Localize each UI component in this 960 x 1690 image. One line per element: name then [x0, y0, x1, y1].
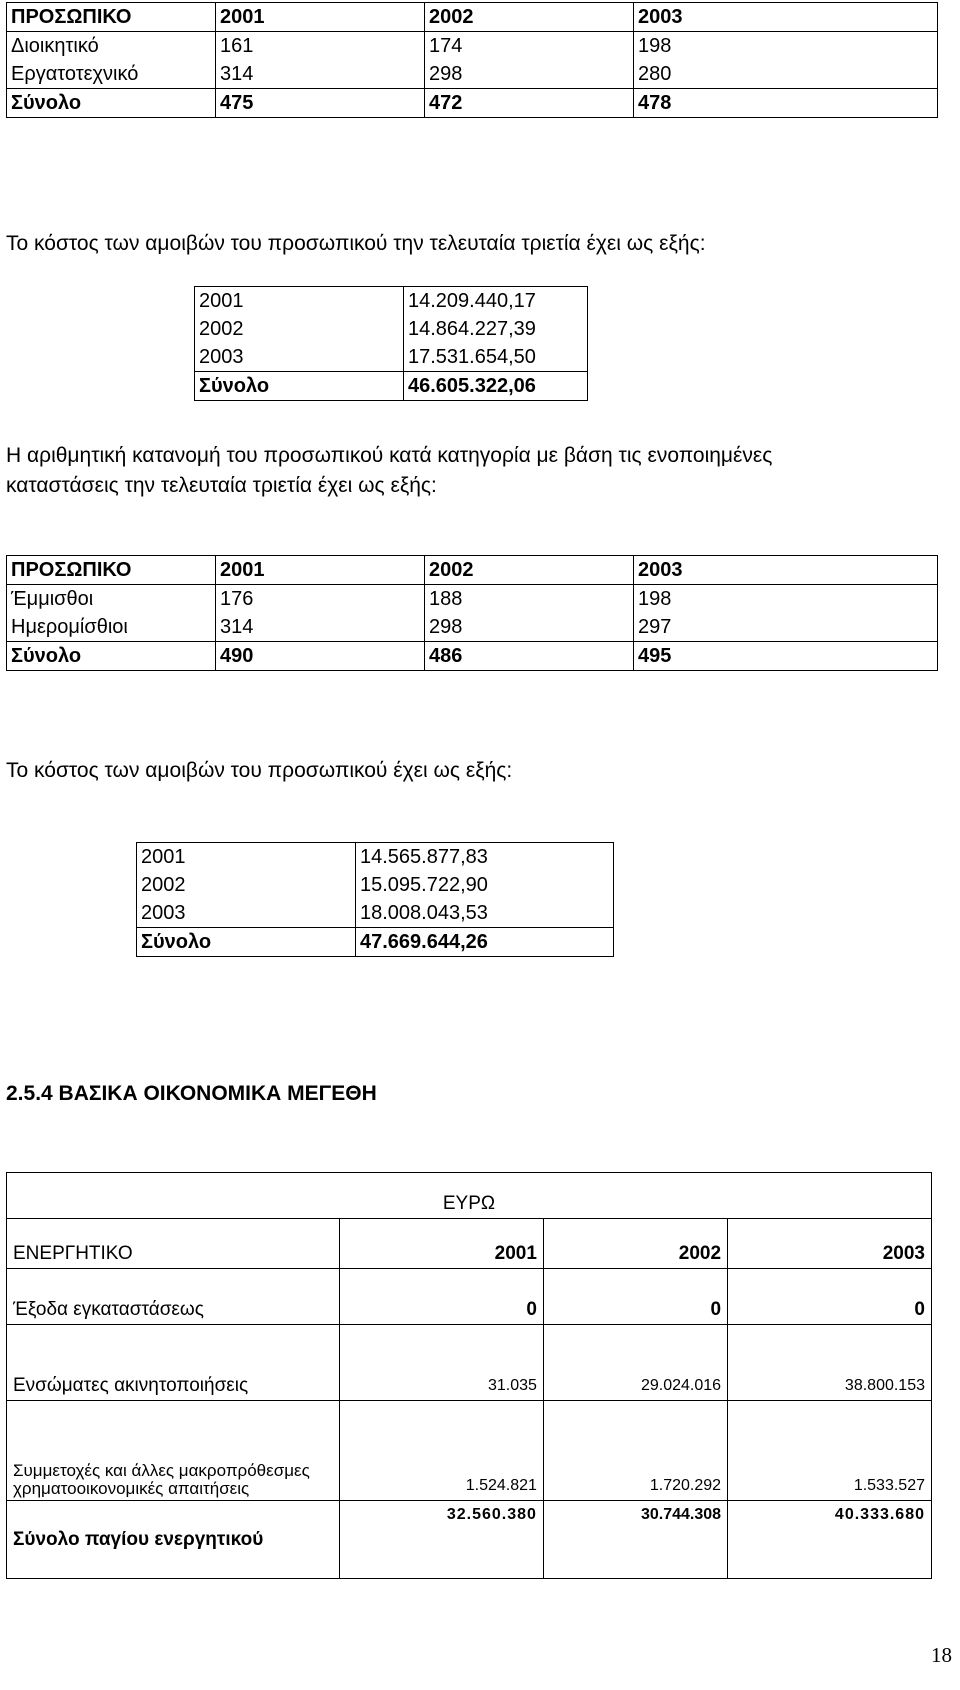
table-cell: Σύνολο — [7, 642, 216, 671]
table-row — [7, 613, 938, 642]
table-cell: 46.605.322,06 — [404, 372, 588, 401]
paragraph: Το κόστος των αμοιβών του προσωπικού έχει ως εξής: — [6, 759, 513, 782]
table-cell: 1.720.292 — [543, 1401, 727, 1501]
table-cell: 0 — [543, 1269, 727, 1325]
table-cell: 15.095.722,90 — [356, 871, 614, 899]
personnel-table-1 — [6, 2, 938, 118]
table-cell: 32.560.380 — [340, 1501, 544, 1579]
table-cell: Εργατοτεχνικό — [7, 60, 216, 89]
table-total-row — [195, 372, 588, 401]
personnel-table-2 — [6, 555, 938, 671]
table-cell: 314 — [216, 60, 425, 89]
table-cell: Σύνολο παγίου ενεργητικού — [7, 1501, 340, 1579]
table-header-row — [7, 3, 938, 32]
table-cell: Έμμισθοι — [7, 585, 216, 614]
table-row — [137, 871, 614, 899]
table-cell: Συμμετοχές και άλλες μακροπρόθεσμες χρηματοοικονομικές απαιτήσεις — [7, 1401, 340, 1501]
paragraph: Το κόστος των αμοιβών του προσωπικού την τελευταία τριετία έχει ως εξής: — [6, 232, 706, 255]
header-cell: 2001 — [340, 1219, 544, 1269]
table-cell: 475 — [216, 89, 425, 118]
table-cell: Ενσώματες ακινητοποιήσεις — [7, 1325, 340, 1401]
table-cell: 14.209.440,17 — [404, 287, 588, 316]
table-cell: 198 — [634, 585, 938, 614]
table-cell: 298 — [425, 613, 634, 642]
header-cell: 2003 — [728, 1219, 932, 1269]
header-cell: 2001 — [216, 556, 425, 585]
table-cell: 2002 — [195, 315, 404, 343]
table-cell: Σύνολο — [137, 928, 356, 957]
section-heading: 2.5.4 ΒΑΣΙΚΑ ΟΙΚΟΝΟΜΙΚΑ ΜΕΓΕΘΗ — [6, 1082, 377, 1105]
table-cell: 1.533.527 — [728, 1401, 932, 1501]
table-total-row — [7, 1501, 932, 1579]
table-cell: 2001 — [195, 287, 404, 316]
paragraph-line: καταστάσεις την τελευταία τριετία έχει ως εξής: — [6, 474, 437, 497]
table-cell: Διοικητικό — [7, 32, 216, 61]
header-cell: 2001 — [216, 3, 425, 32]
table-row — [7, 32, 938, 61]
table-row — [7, 1401, 932, 1501]
table-row — [137, 843, 614, 872]
table-cell: Σύνολο — [7, 89, 216, 118]
table-cell: 18.008.043,53 — [356, 899, 614, 928]
table-total-row — [7, 89, 938, 118]
header-cell: 2003 — [634, 556, 938, 585]
page-number: 18 — [931, 1643, 952, 1667]
table-cell: 2003 — [195, 343, 404, 372]
table-cell: 31.035 — [340, 1325, 544, 1401]
currency-label: ΕΥΡΩ — [7, 1173, 932, 1219]
table-cell: 47.669.644,26 — [356, 928, 614, 957]
table-cell: 297 — [634, 613, 938, 642]
table-total-row — [7, 642, 938, 671]
table-row — [195, 343, 588, 372]
table-row — [137, 899, 614, 928]
table-cell: 495 — [634, 642, 938, 671]
table-cell: 188 — [425, 585, 634, 614]
table-cell: 29.024.016 — [543, 1325, 727, 1401]
header-cell: ΕΝΕΡΓΗΤΙΚΟ — [7, 1219, 340, 1269]
table-row — [7, 1325, 932, 1401]
table-cell: 30.744.308 — [543, 1501, 727, 1579]
table-cell: 2002 — [137, 871, 356, 899]
header-cell: ΠΡΟΣΩΠΙΚΟ — [7, 3, 216, 32]
table-cell: 478 — [634, 89, 938, 118]
table-cell: 472 — [425, 89, 634, 118]
table-cell: Έξοδα εγκαταστάσεως — [7, 1269, 340, 1325]
table-cell: 0 — [728, 1269, 932, 1325]
header-cell: 2002 — [543, 1219, 727, 1269]
table-cell: 176 — [216, 585, 425, 614]
table-cell: 314 — [216, 613, 425, 642]
table-cell: 40.333.680 — [728, 1501, 932, 1579]
table-cell: 174 — [425, 32, 634, 61]
paragraph-line: Η αριθμητική κατανομή του προσωπικού κατά κατηγορία με βάση τις ενοποιημένες — [6, 444, 773, 467]
header-cell: ΠΡΟΣΩΠΙΚΟ — [7, 556, 216, 585]
cost-table-1 — [194, 286, 588, 401]
financials-table — [6, 1172, 932, 1579]
table-cell: 486 — [425, 642, 634, 671]
table-cell: 2003 — [137, 899, 356, 928]
currency-row — [7, 1173, 932, 1219]
table-header-row — [7, 556, 938, 585]
table-cell: 17.531.654,50 — [404, 343, 588, 372]
table-row — [7, 60, 938, 89]
header-cell: 2002 — [425, 556, 634, 585]
table-cell: 298 — [425, 60, 634, 89]
table-cell: 0 — [340, 1269, 544, 1325]
table-row — [7, 585, 938, 614]
header-cell: 2003 — [634, 3, 938, 32]
table-total-row — [137, 928, 614, 957]
table-cell: 280 — [634, 60, 938, 89]
table-cell: 38.800.153 — [728, 1325, 932, 1401]
table-cell: 161 — [216, 32, 425, 61]
table-cell: 198 — [634, 32, 938, 61]
table-cell: Ημερομίσθιοι — [7, 613, 216, 642]
table-cell: 14.864.227,39 — [404, 315, 588, 343]
table-header-row — [7, 1219, 932, 1269]
table-cell: Σύνολο — [195, 372, 404, 401]
header-cell: 2002 — [425, 3, 634, 32]
table-cell: 1.524.821 — [340, 1401, 544, 1501]
cost-table-2 — [136, 842, 614, 957]
table-cell: 2001 — [137, 843, 356, 872]
table-row — [7, 1269, 932, 1325]
table-row — [195, 315, 588, 343]
table-row — [195, 287, 588, 316]
table-cell: 14.565.877,83 — [356, 843, 614, 872]
table-cell: 490 — [216, 642, 425, 671]
